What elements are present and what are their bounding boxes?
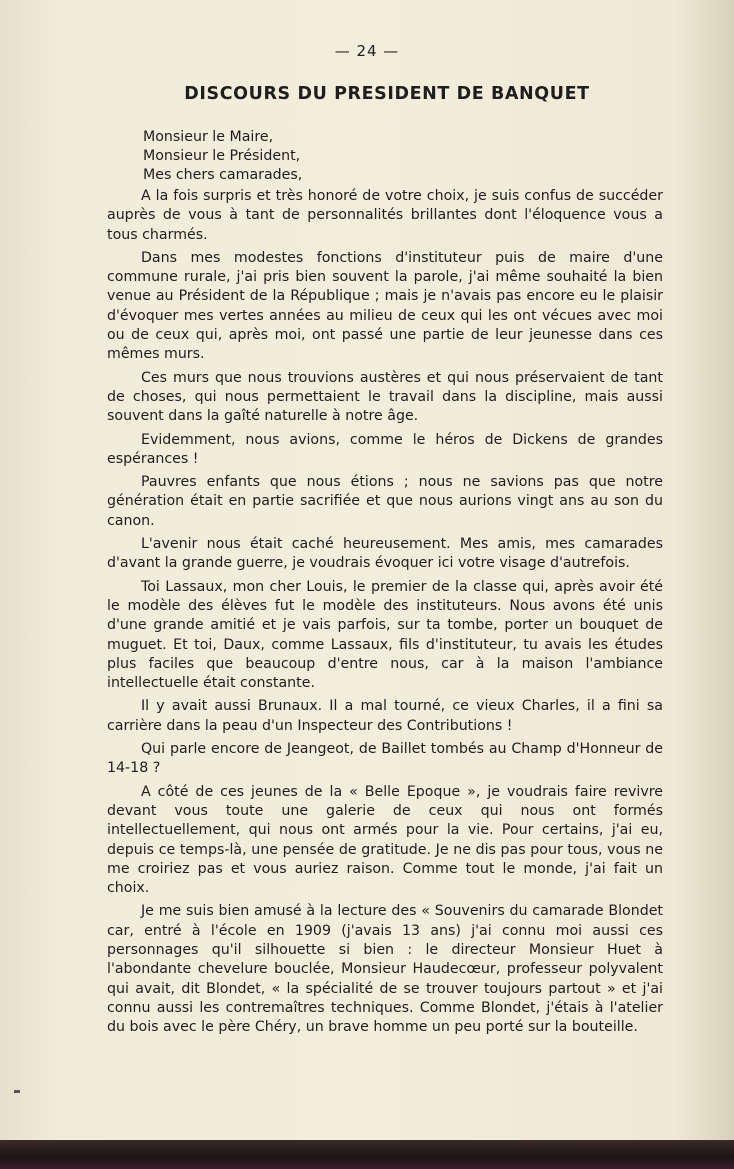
paragraph: Pauvres enfants que nous étions ; nous ne savions pas que notre génération était en partie sacrifiée et que nous aurions vingt ans au son du canon.	[107, 474, 663, 529]
paragraph: Je me suis bien amusé à la lecture des « Souvenirs du camarade Blondet car, entré à l'école en 1909 (j'avais 13 ans) j'ai connu moi aussi ces personnages qu'il silhouette si bien : le directeur Monsieur Huet à l'abondante chevelure bouclée, Monsieur Haudecœur, professeur polyvalent qui avait, dit Blondet, « la spécialité de se trouver toujours partout » et j'ai connu aussi les contremaîtres techniques. Comme Blondet, j'étais à l'atelier du bois avec le père Chéry, un brave homme un peu porté sur la bouteille.	[107, 903, 663, 1036]
paragraph: Il y avait aussi Brunaux. Il a mal tourné, ce vieux Charles, il a fini sa carrière dans la peau d'un Inspecteur des Contributions !	[107, 698, 663, 734]
salutation-line: Monsieur le Président,	[143, 148, 301, 164]
scan-bottom-edge	[0, 1140, 734, 1169]
paragraph: Toi Lassaux, mon cher Louis, le premier de la classe qui, après avoir été le modèle des élèves fut le modèle des instituteurs. Nous avons été unis d'une grande amitié et je vais parfois, sur ta tombe, porter un bouquet de muguet. Et toi, Daux, comme Lassaux, fils d'instituteur, tu avais les études plus faciles que beaucoup d'entre nous, car à la maison l'ambiance intellectuelle était constante.	[107, 578, 663, 692]
salutations	[143, 128, 302, 185]
margin-mark	[14, 1090, 20, 1093]
page-number: — 24 —	[334, 42, 400, 60]
paragraph: Ces murs que nous trouvions austères et qui nous préservaient de tant de choses, qui nous permettaient le travail dans la discipline, mais aussi souvent dans la gaîté naturelle à notre âge.	[107, 369, 663, 425]
paragraph: Qui parle encore de Jeangeot, de Baillet tombés au Champ d'Honneur de 14-18 ?	[107, 741, 663, 777]
paragraph: Evidemment, nous avions, comme le héros de Dickens de grandes espérances !	[107, 431, 663, 467]
paragraph: Dans mes modestes fonctions d'instituteur puis de maire d'une commune rurale, j'ai pris bien souvent la parole, j'ai même souhaité la bien venue au Président de la République ; mais je n'avais pas encore eu le plaisir d'évoquer mes vertes années au milieu de ceux qui les ont vécues avec moi ou de ceux qui, après moi, ont passé une partie de leur jeunesse dans ces mêmes murs.	[107, 249, 663, 363]
paragraph: A la fois surpris et très honoré de votre choix, je suis confus de succéder auprès de vous à tant de personnalités brillantes dont l'éloquence vous a tous charmés.	[107, 188, 663, 243]
salutation-line: Mes chers camarades,	[143, 167, 303, 183]
paragraph: L'avenir nous était caché heureusement. Mes amis, mes camarades d'avant la grande guerre, je voudrais évoquer ici votre visage d'autrefois.	[107, 536, 663, 572]
salutation-line: Monsieur le Maire,	[143, 129, 274, 145]
speech-body	[107, 187, 663, 1041]
page-title: DISCOURS DU PRESIDENT DE BANQUET	[184, 84, 590, 104]
paragraph: A côté de ces jeunes de la « Belle Epoque », je voudrais faire revivre devant vous toute une galerie de ceux qui nous ont formés intellectuellement, qui nous ont armés pour la vie. Pour certains, j'ai eu, depuis ce temps-là, une pensée de gratitude. Je ne dis pas pour tous, vous ne me croiriez pas et vous auriez raison. Comme tout le monde, j'ai fait un choix.	[107, 783, 663, 897]
